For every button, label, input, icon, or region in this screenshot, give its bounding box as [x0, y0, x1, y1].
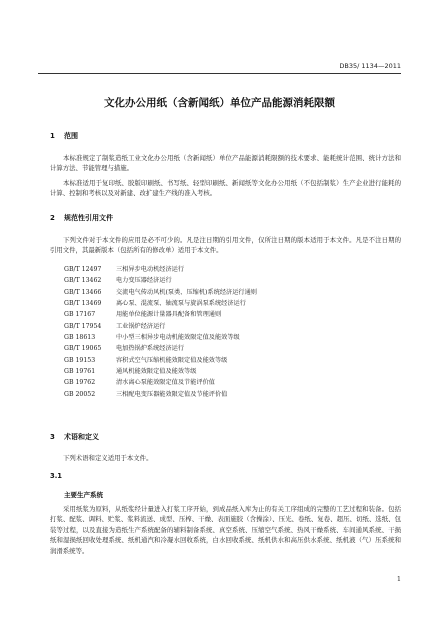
reference-list — [64, 264, 401, 400]
reference-title: 工业锅炉经济运行 — [116, 322, 166, 330]
scope-paragraph-1: 本标准规定了制浆造纸工业文化办公用纸（含新闻纸）单位产品能源消耗限额的技术要求、能耗统计范围、统计方法和计算方法、节能管理与措施。 — [50, 154, 401, 173]
reference-item — [64, 389, 401, 400]
reference-item — [64, 275, 401, 286]
reference-title: 离心泵、混流泵、轴流泵与旋涡泵系统经济运行 — [116, 300, 246, 308]
reference-code: GB/T 13469 — [64, 300, 102, 308]
section-terms-heading — [50, 432, 99, 442]
reference-code: GB/T 12497 — [64, 266, 102, 273]
reference-code: GB 19153 — [64, 356, 96, 364]
reference-code: GB/T 13466 — [64, 288, 102, 296]
reference-title: 电加热锅炉系统经济运行 — [116, 345, 185, 353]
reference-item — [64, 298, 401, 309]
term-definition: 采用纸浆为原料，从纸浆经计量进入打浆工序开始，到成品纸入库为止的有关工序组成的完整的工艺过程和装备。包括打浆、配浆、调料、贮浆、浆料流送、成型、压榨、干燥、表面施胶（含操涂）、压光、卷纸、复卷、超压、切纸、选纸、包装等过程，以及直接为造纸生产系统配备的辅料制备系统、真空系统、压缩空气系统、热风干燥系统、车间通风系统、干损纸和湿损纸回收处理系统、纸机通汽和冷凝水回收系统，白水回收系统、纸机供水和高压供水系统、纸机液（气）压系统和润滑系统等。 — [50, 505, 401, 555]
reference-title: 三相异步电动机经济运行 — [116, 266, 185, 273]
reference-item — [64, 377, 401, 388]
reference-title: 通风机能效限定值及能效等级 — [116, 368, 197, 376]
reference-title: 电力变压器经济运行 — [116, 277, 172, 285]
section-scope-heading — [50, 131, 78, 141]
reference-item — [64, 321, 401, 332]
document-title: 文化办公用纸（含新闻纸）单位产品能源消耗限额 — [104, 97, 335, 109]
section-references-heading — [50, 213, 113, 223]
reference-title: 中小型三相异步电动机能效限定值及能效等级 — [116, 334, 240, 342]
section-title: 规范性引用文件 — [64, 214, 113, 222]
terms-intro: 下列术语和定义适用于本文件。 — [63, 454, 153, 462]
page-number: 1 — [396, 575, 401, 583]
section-title: 术语和定义 — [64, 433, 99, 441]
reference-code: GB/T 13462 — [64, 277, 102, 285]
section-title: 范围 — [64, 132, 78, 140]
reference-item — [64, 309, 401, 320]
reference-code: GB 18613 — [64, 334, 96, 342]
reference-title: 容积式空气压缩机能效限定值及能效等级 — [116, 356, 228, 364]
section-number: 3 — [50, 433, 55, 441]
reference-item — [64, 287, 401, 298]
reference-title: 三相配电变压器能效限定值及节能评价值 — [116, 390, 228, 398]
reference-item — [64, 343, 401, 354]
reference-item — [64, 264, 401, 275]
subsection-number: 3.1 — [50, 472, 63, 480]
section-number: 2 — [50, 214, 55, 222]
reference-item — [64, 332, 401, 343]
reference-code: GB 19762 — [64, 379, 96, 387]
scope-paragraph-2: 本标准适用于复印纸、胶版印刷纸、书写纸、轻型印刷纸、新闻纸等文化办公用纸（不包括制浆）生产企业进行能耗的计算、控制和考核以及对新建、改扩建生产线的准入考核。 — [50, 179, 401, 198]
reference-title: 清水离心泵能效限定值及节能评价值 — [116, 379, 215, 387]
reference-item — [64, 366, 401, 377]
reference-code: GB 19761 — [64, 368, 96, 376]
reference-code: GB/T 19065 — [64, 345, 102, 353]
reference-title: 用能单位能源计量器具配备和管理通则 — [116, 311, 222, 319]
references-intro: 下列文件对于本文件的应用是必不可少的。凡是注日期的引用文件，仅所注日期的版本适用于本文件。凡是不注日期的引用文件，其最新版本（包括所有的修改单）适用于本文件。 — [50, 236, 401, 255]
reference-code: GB 20052 — [64, 390, 96, 398]
section-number: 1 — [50, 132, 55, 140]
document-number: DB35/ 1134—2011 — [339, 62, 401, 70]
reference-code: GB 17167 — [64, 311, 96, 319]
header-rule — [38, 73, 401, 74]
reference-code: GB/T 17954 — [64, 322, 102, 330]
term-heading: 主要生产系统 — [64, 491, 103, 499]
reference-title: 交流电气传动风机(泵类、压缩机)系统经济运行通则 — [116, 288, 257, 296]
reference-item — [64, 355, 401, 366]
